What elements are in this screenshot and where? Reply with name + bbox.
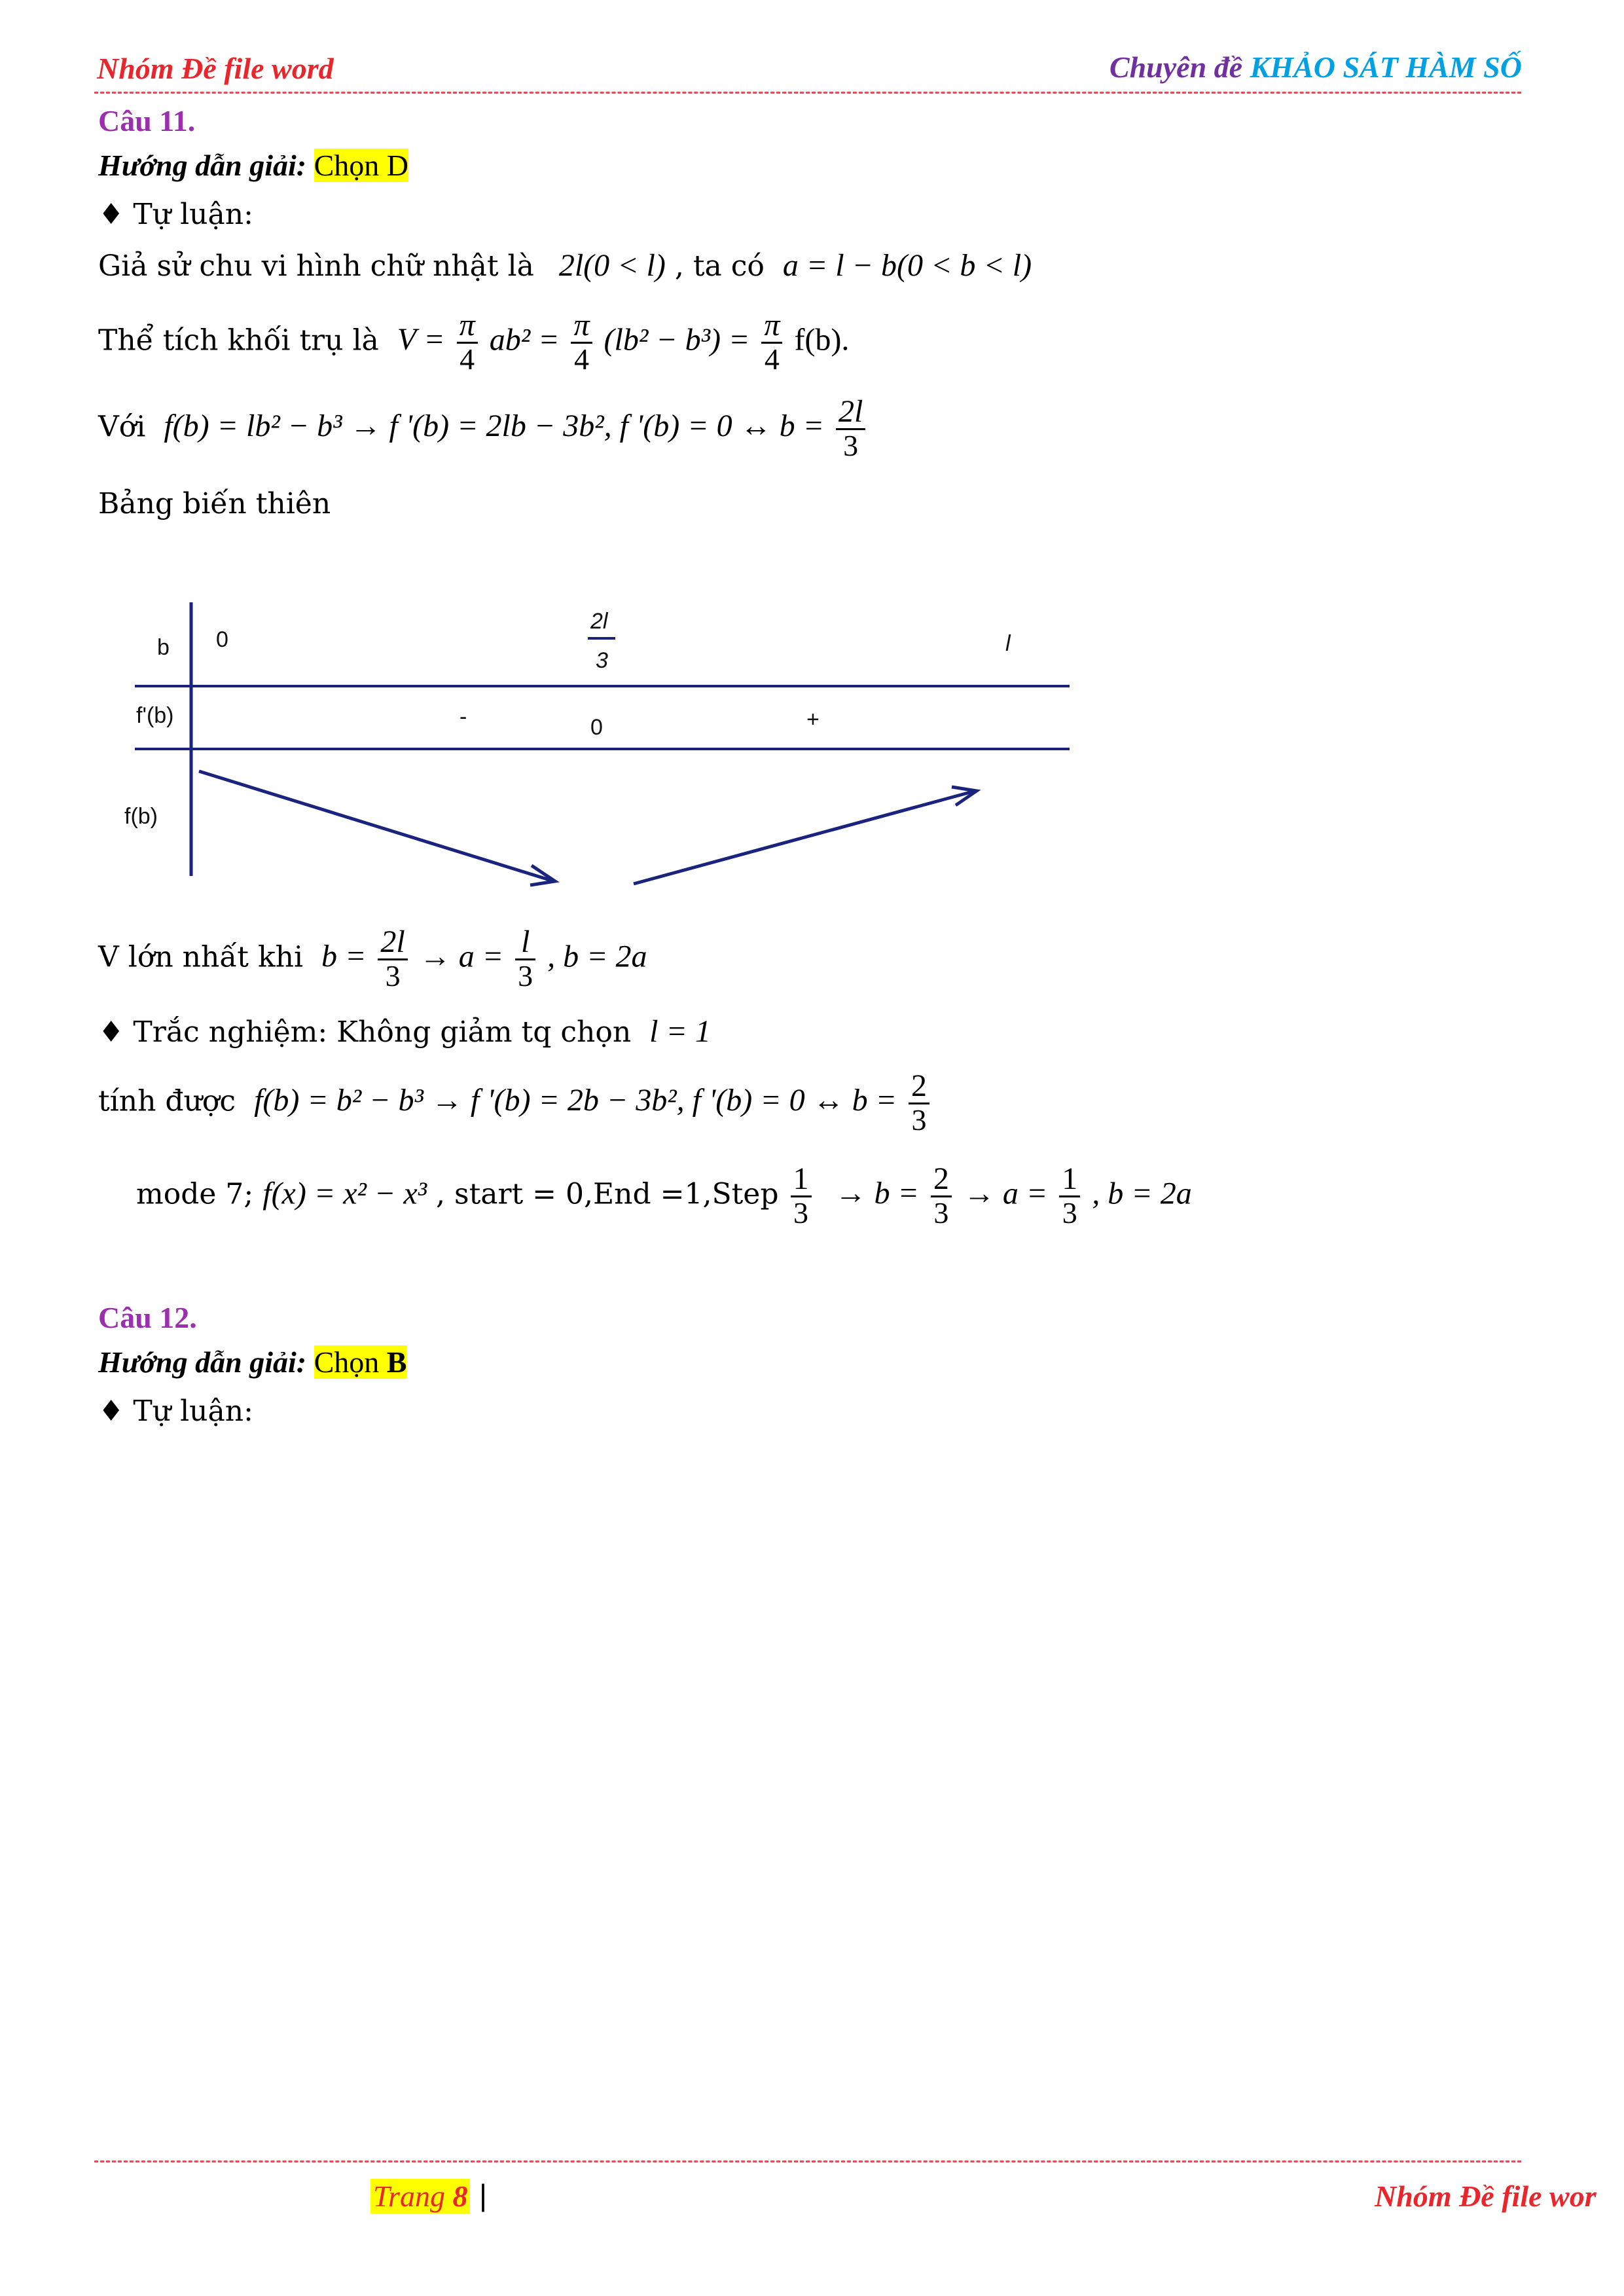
three-den: 3 [911,1103,927,1137]
footer-right: Nhóm Đề file wor [1375,2179,1597,2213]
q11-mc-label: ♦ Trắc nghiệm: Không giảm tq chọn [98,1015,632,1049]
l-num: l [515,926,535,960]
four-den: 4 [460,342,475,376]
q12-guide-label: Hướng dẫn giải: [98,1345,307,1379]
q11-mode [136,1163,1192,1230]
four-den: 4 [573,342,589,376]
q11-line2-m2: (lb² − b³) = [604,322,750,357]
table-b-start: 0 [216,627,228,652]
three-den: 3 [843,429,859,463]
q12-title: Câu 12. [98,1301,197,1334]
header-right-accent: KHẢO SÁT HÀM SỐ [1250,50,1522,84]
q11-vmax [98,926,647,993]
q11-bbt-label: Bảng biến thiên [98,487,331,520]
q11-answer: Chọn D [314,149,408,182]
one-num: 1 [791,1163,812,1197]
q11-mode-frac3 [1059,1163,1080,1230]
q11-mc [98,1013,711,1049]
q11-mode-frac2 [931,1163,952,1230]
two-num: 2 [931,1163,952,1197]
q12-answer [314,1345,407,1379]
three-den: 3 [933,1196,949,1230]
q11-line1-mid: , ta có [674,249,765,283]
table-sign-left: - [460,704,467,729]
footer-page [370,2179,470,2214]
table-b-mid-num: 2l [590,609,608,634]
two-num: 2 [909,1070,929,1104]
footer-page-number: 8 [452,2179,468,2213]
q11-vmax-m1: → a = [419,939,504,974]
q11-mode-m1: → b = [835,1176,919,1211]
q11-vmax-m2: , b = 2a [547,939,647,974]
footer-divider [94,2160,1521,2162]
q11-mode-m2: → a = [963,1176,1048,1211]
q11-line1-text: Giả sử chu vi hình chữ nhật là [98,249,534,283]
q11-line2-m3: f(b). [794,322,850,357]
table-zero: 0 [590,715,603,740]
table-sign-right: + [806,707,820,732]
pi-num: π [571,309,592,344]
q11-line3-text: Với [98,410,146,444]
decreasing-arrow [199,771,554,881]
q11-calc-text: tính được [98,1084,236,1118]
q11-calc [98,1070,932,1137]
q11-calc-frac [909,1070,929,1137]
q11-mode-mid: , start = 0,End =1,Step [436,1177,779,1211]
four-den: 4 [764,342,780,376]
q11-line2-m1: ab² = [489,322,560,357]
q11-mc-math: l = 1 [649,1014,711,1049]
q12-guide [98,1345,406,1379]
q11-essay-label: ♦ Tự luận: [98,198,253,231]
three-den: 3 [518,959,533,993]
q11-mode-text: mode 7; [136,1177,254,1211]
q12-answer-letter: B [386,1345,407,1379]
header-left: Nhóm Đề file word [97,52,334,85]
table-b-end: l [1005,631,1011,656]
q11-title: Câu 11. [98,104,196,137]
table-row1-label: b [157,635,170,660]
three-den: 3 [793,1196,809,1230]
footer-separator: | [479,2178,487,2212]
pi-num: π [457,309,478,344]
q11-vmax-text: V lớn nhất khi [98,940,304,974]
q11-guide-label: Hướng dẫn giải: [98,149,307,182]
q11-vmax-frac1 [378,926,407,993]
q11-mode-frac1 [791,1163,812,1230]
q11-line1-math2: a = l − b(0 < b < l) [782,248,1032,283]
q11-line3-math: f(b) = lb² − b³ → f '(b) = 2lb − 3b², f '(b) = 0 ↔ b = [164,409,824,444]
q11-mode-math: f(x) = x² − x³ [262,1176,427,1211]
pi-num: π [761,309,782,344]
q11-line2-text: Thể tích khối trụ là [98,323,379,357]
increasing-arrow [634,791,975,884]
header-right-prefix: Chuyên đề [1109,50,1250,84]
table-row3-label: f(b) [124,804,158,829]
three-den: 3 [1062,1196,1077,1230]
q12-answer-prefix: Chọn [314,1345,387,1379]
footer-page-prefix: Trang [373,2179,453,2213]
table-row2-label: f'(b) [136,703,174,728]
q11-vmax-b: b = [321,939,367,974]
q11-vmax-frac2 [515,926,535,993]
q11-line2-V: V = [397,322,445,357]
q11-mode-m3: , b = 2a [1092,1176,1192,1211]
three-den: 3 [385,959,401,993]
one-num: 1 [1059,1163,1080,1197]
table-b-mid-den: 3 [596,648,608,673]
q11-calc-math: f(b) = b² − b³ → f '(b) = 2b − 3b², f '(b) = 0 ↔ b = [254,1083,897,1118]
q12-essay-label: ♦ Tự luận: [98,1394,253,1428]
two-l-num: 2l [378,926,407,960]
two-l-num: 2l [836,395,865,430]
q11-line1-math1: 2l(0 < l) [558,248,666,283]
